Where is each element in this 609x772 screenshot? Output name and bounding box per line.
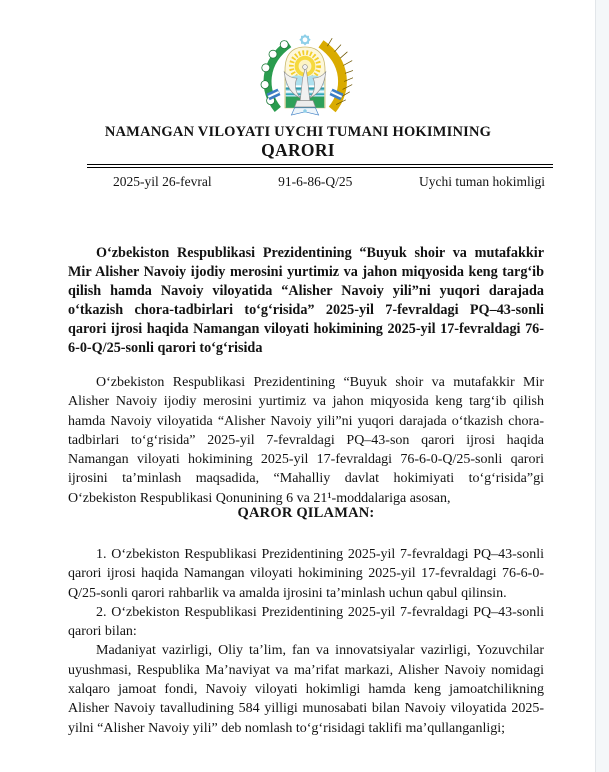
clause-1: 1. O‘zbekiston Respublikasi Prezidentining 2025-yil 7-fevraldagi PQ–43-sonli qarori ijrosi haqida Namangan viloyati hokimining 2025-yil 17-fevraldagi 76-6-0-Q/25-sonli qarori rahbarlik va amalda ijrosini ta’minlash uchun qabul qilinsin. xyxy=(68,547,544,601)
document-date: 2025-yil 26-fevral xyxy=(113,174,212,189)
document-type-title: QARORI xyxy=(261,140,335,160)
resolution-clauses xyxy=(68,545,544,738)
clause-2: 2. O‘zbekiston Respublikasi Prezidentining 2025-yil 7-fevraldagi PQ–43-sonli qarori bilan: xyxy=(68,604,544,640)
ribbon-bow xyxy=(291,108,318,115)
document-issuer: Uychi tuman hokimligi xyxy=(419,174,545,189)
resolution-heading: QAROR QILAMAN: xyxy=(237,505,375,521)
decree-title-paragraph: O‘zbekiston Respublikasi Prezidentining “Buyuk shoir va mutafakkir Mir Alisher Navoiy ijodiy merosini yurtimiz va jahon miqyosida keng targ‘ib qilish hamda Navoiy viloyatida “Alisher Navoiy yili”ni yuqori darajada o‘tkazish chora-tadbirlari to‘g‘risida” 2025-yil 7-fevraldagi PQ–43-sonli qarori ijrosi haqida Namangan viloyati hokimining 2025-yil 17-fevraldagi 76-6-0-Q/25-sonli qarori to‘g‘risida xyxy=(68,245,544,356)
preamble-paragraph: O‘zbekiston Respublikasi Prezidentining “Buyuk shoir va mutafakkir Mir Alisher Navoiy ijodiy merosini yurtimiz va jahon miqyosida keng targ‘ib qilish hamda Navoiy viloyatida “Alisher Navoiy yili”ni yuqori darajada o‘tkazish chora-tadbirlari to‘g‘risida” 2025-yil 7-fevraldagi PQ–43-son qarori ijrosi haqida Namangan viloyati hokimining 2025-yil 17-fevraldagi 76-6-0-Q/25-sonli qarori ijrosini ta’minlash maqsadida, “Mahalliy davlat hokimiyati to‘g‘risida”gi O‘zbekiston Respublikasi Qonunining 6 va 21¹-moddalariga asosan, xyxy=(68,375,544,506)
uzbekistan-emblem-icon xyxy=(257,30,353,120)
star-crescent-icon xyxy=(299,34,310,45)
document-meta-row xyxy=(68,174,545,190)
clause-2-subparagraph: Madaniyat vazirligi, Oliy ta’lim, fan va innovatsiyalar vazirligi, Yozuvchilar uyushmasi, Respublika Ma’naviyat va ma’rifat markazi, Alisher Navoiy nomidagi xalqaro jamoat fondi, Navoiy viloyati hokimligi hamda keng jamoatchilikning Alisher Navoiy tavalludining 584 yilligi munosabati bilan Navoiy viloyatida 2025-yilni “Alisher Navoiy yili” deb nomlash to‘g‘risidagi taklifi ma’qullanganligi; xyxy=(68,643,544,736)
uzbekistan-emblem-svg xyxy=(257,30,353,120)
viewer-right-gutter xyxy=(595,0,609,772)
header-divider xyxy=(87,164,553,168)
issuing-authority-title: NAMANGAN VILOYATI UYCHI TUMANI HOKIMINING xyxy=(104,124,492,140)
document-number: 91-6-86-Q/25 xyxy=(278,174,353,189)
